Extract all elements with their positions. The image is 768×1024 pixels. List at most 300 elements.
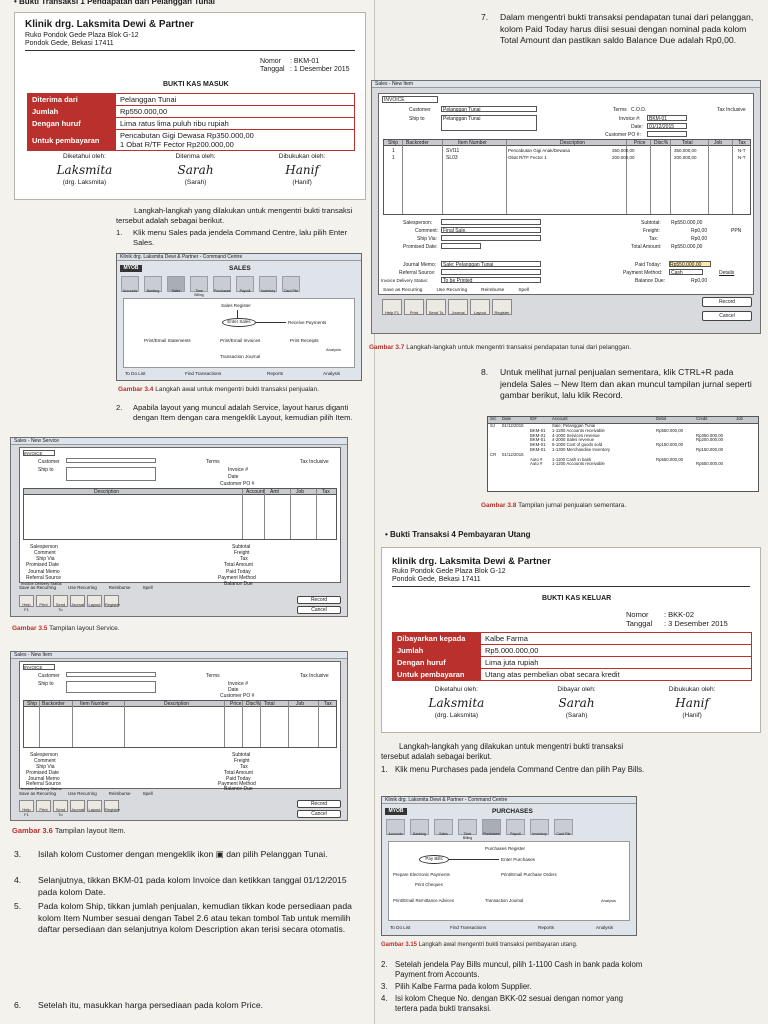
date-label: Date: [228, 474, 239, 480]
help-button[interactable]: Help F1: [382, 299, 402, 315]
cancel-button[interactable]: Cancel: [297, 810, 341, 818]
analysis-menu[interactable]: Analysis: [596, 925, 614, 930]
save-recurring-button[interactable]: Save as Recurring: [383, 288, 423, 293]
receipt-bkm: [14, 12, 366, 200]
payment-method-label: Payment Method:: [623, 270, 663, 276]
sales-new-item-window: [10, 651, 348, 821]
purchases-icon[interactable]: Purchases: [482, 819, 501, 835]
customer-label: Customer: [38, 673, 60, 679]
use-recurring-button[interactable]: Use Recurring: [68, 585, 97, 590]
record-button[interactable]: Record: [702, 297, 752, 307]
paid-today-label: Paid Today:: [635, 262, 662, 268]
journal-col-id: ID#: [530, 416, 537, 421]
tax-inclusive-checkbox[interactable]: Tax Inclusive: [300, 459, 329, 465]
customer-po-label: Customer PO #: [220, 693, 255, 699]
sales-icon[interactable]: Sales: [434, 819, 453, 835]
flow-remittance-advices[interactable]: Print/Email Remittance Advices: [393, 898, 455, 903]
signature-role: Dibayar oleh:: [557, 686, 596, 693]
row-value-multi: [116, 130, 355, 151]
journal-col-account: Account: [552, 416, 568, 421]
ppn-select[interactable]: PPN: [731, 228, 742, 234]
save-recurring-button[interactable]: Save as Recurring: [19, 791, 57, 796]
terms-label: Terms: [206, 673, 220, 679]
delivery-status-label: Invoice Delivery Status: [21, 581, 62, 586]
invoice-form: [378, 93, 754, 295]
row-value: Utang atas pembelian obat secara kredit: [481, 669, 752, 681]
window-titlebar: Klinik drg. Laksmita Dewi & Partner - Command Centre: [382, 797, 636, 804]
company-name: Klinik drg. Laksmita Dewi & Partner: [25, 19, 194, 30]
spell-button[interactable]: Spell: [142, 791, 153, 796]
terms-label: Terms: [613, 107, 627, 113]
freight-label: Freight: [234, 550, 250, 556]
print-button[interactable]: Print: [404, 299, 424, 315]
sales-icon[interactable]: Sales: [167, 276, 185, 292]
flow-sales-register[interactable]: Sales Register: [221, 303, 251, 308]
cancel-button[interactable]: Cancel: [702, 311, 752, 321]
row2-description[interactable]: Obat R/TF Fector 1: [508, 155, 547, 160]
flow-panel: [123, 298, 355, 368]
right-page: [369, 0, 768, 1024]
module-title: PURCHASES: [492, 808, 533, 815]
layout-button[interactable]: Layout: [470, 299, 490, 315]
invoice-type-select[interactable]: INVOICE: [23, 450, 55, 456]
grid-divider: [260, 701, 261, 747]
flow-print-statements[interactable]: Print/Email Statements: [144, 338, 191, 343]
salesperson-label: Salesperson: [30, 544, 58, 550]
journal-button[interactable]: Journal: [70, 595, 85, 607]
reports-menu[interactable]: Reports: [267, 371, 284, 376]
journal-col-debit: Debit: [656, 416, 667, 421]
tanggal-value: : 1 Desember 2015: [290, 66, 350, 73]
referral-source-label: Referral Source: [26, 575, 62, 581]
invoice-number-label: Invoice #:: [619, 116, 641, 122]
row-value: Kalbe Farma: [481, 633, 752, 645]
row-label: Dibayarkan kepada: [393, 633, 481, 645]
row-value: Lima ratus lima puluh ribu rupiah: [116, 118, 355, 130]
figure-text: Tampilan jurnal penjualan sementara.: [518, 502, 627, 509]
line-items-grid[interactable]: [23, 488, 337, 540]
date-label: Date:: [631, 124, 643, 130]
journal-cell: Sale; Pelanggan Tunai: [552, 423, 596, 428]
flow-analysis[interactable]: Analysis: [601, 898, 616, 903]
customer-field[interactable]: [66, 672, 156, 677]
myob-logo: MYOB: [120, 265, 142, 272]
col-tax: Tax: [324, 701, 332, 707]
invoice-number-field[interactable]: BKM-01: [647, 115, 687, 121]
row1-item[interactable]: SVI11: [446, 148, 460, 154]
salesperson-label: Salesperson: [30, 752, 58, 758]
flow-enter-purchases[interactable]: Enter Purchases: [501, 857, 535, 862]
record-button[interactable]: Record: [297, 800, 341, 808]
signature-script: Sarah: [558, 696, 595, 710]
ship-via-label: Ship Via:: [417, 236, 437, 242]
spell-button[interactable]: Spell: [142, 585, 153, 590]
journal-cell: 4-2000 Sales revenue: [552, 437, 595, 443]
header-divider: [25, 50, 355, 51]
row-value: Rp5.000.000,00: [481, 645, 752, 657]
line-items-grid[interactable]: [383, 139, 751, 215]
recurring-actions: [383, 288, 529, 293]
reports-menu[interactable]: Reports: [538, 925, 555, 930]
table-row: [28, 106, 355, 118]
flow-receive-payments[interactable]: Receive Payments: [288, 320, 327, 325]
row1-tax[interactable]: N-T: [738, 148, 746, 153]
time-billing-icon[interactable]: Time Billing: [458, 819, 477, 835]
tax-label: Tax: [240, 764, 248, 770]
reimburse-button[interactable]: Reimburse: [481, 288, 505, 293]
analysis-menu[interactable]: Analysis: [323, 371, 341, 376]
card-file-icon[interactable]: Card File: [554, 819, 573, 835]
figure-3-8-caption: [481, 502, 626, 509]
figure-label: Gambar 3.4: [118, 386, 154, 393]
ship-to-field[interactable]: Pelanggan Tunai: [441, 115, 537, 131]
purchase-step-4-num: 4.: [381, 994, 388, 1003]
signature-script: Sarah: [177, 163, 214, 177]
subtotal-label: Subtotal: [232, 544, 251, 550]
flow-arrow: [237, 310, 238, 318]
tanggal-value: : 3 Desember 2015: [664, 619, 728, 628]
comment-label: Comment: [34, 550, 56, 556]
row-value: Lima juta rupiah: [481, 657, 752, 669]
col-price: Price: [230, 701, 242, 707]
figure-text: Langkah awal mengentri bukti transaksi pembayaran utang.: [418, 942, 578, 948]
flow-print-invoices[interactable]: Print/Email Invoices: [220, 338, 261, 343]
flow-enter-sales[interactable]: Enter Sales: [222, 318, 256, 327]
receipt-bkk: [381, 547, 761, 733]
time-billing-icon[interactable]: Time Billing: [190, 276, 208, 292]
send-to-button[interactable]: Send To: [53, 595, 68, 607]
purchase-step-4-text: Isi kolom Cheque No. dengan BKK-02 sesuai dengan nomor yang tertera pada bukti transaksi.: [395, 994, 623, 1013]
signature-3: [279, 153, 326, 186]
grid-divider: [732, 140, 733, 214]
section-heading-4-text: Bukti Transaksi 4 Pembayaran Utang: [390, 530, 531, 539]
ship-to-field[interactable]: [66, 681, 156, 693]
layout-button[interactable]: Layout: [87, 800, 102, 812]
invoice-number-label: Invoice #: [228, 681, 249, 687]
nomor-label: Nomor: [626, 610, 649, 619]
window-titlebar: Sales - New Item: [372, 81, 760, 88]
signature-name: (drg. Laksmita): [434, 712, 479, 719]
row1-total[interactable]: 350.000,00: [674, 148, 697, 153]
flow-print-purchase-orders[interactable]: Print/Email Purchase Orders: [501, 872, 557, 877]
paid-today-field[interactable]: Rp550.000,00: [669, 261, 711, 267]
grid-divider: [670, 140, 671, 214]
flow-transaction-journal[interactable]: Transaction Journal: [485, 898, 524, 903]
salesperson-label: Salesperson:: [403, 220, 433, 226]
flow-pay-bills[interactable]: Pay Bills: [419, 855, 449, 864]
ship-to-label: Ship to: [409, 116, 425, 122]
figure-label: Gambar 3.7: [369, 344, 405, 351]
date-field[interactable]: 01/12/2015: [647, 123, 687, 129]
paid-today-label: Paid Today: [226, 776, 251, 782]
journal-memo-label: Journal Memo:: [403, 262, 437, 268]
journal-cell: Rp150.000,00: [696, 446, 723, 452]
sales-new-item-filled-window: [371, 80, 761, 334]
journal-cell: 1-1200 Accounts receivable: [552, 461, 605, 467]
signature-1: [429, 686, 485, 719]
customer-po-field[interactable]: [647, 131, 687, 137]
cancel-button[interactable]: Cancel: [297, 606, 341, 614]
register-button[interactable]: Register: [104, 595, 119, 607]
journal-cell: BKM-01: [530, 437, 546, 443]
row-label: Diterima dari: [28, 94, 116, 106]
row1-price[interactable]: 350.000,00: [612, 148, 635, 153]
signature-block: [25, 153, 357, 186]
terms-value[interactable]: C.O.D.: [631, 107, 647, 113]
grid-divider: [224, 701, 225, 747]
col-job: Job: [714, 140, 723, 146]
row2-item[interactable]: SL03: [446, 155, 458, 161]
header-divider: [392, 586, 750, 587]
print-button[interactable]: Print: [36, 800, 51, 812]
journal-preview: [487, 416, 759, 492]
ship-to-label: Ship to: [38, 681, 54, 687]
col-item-number: Item Number: [80, 701, 109, 707]
signature-name: (Hanif): [292, 179, 312, 186]
journal-cell: BKM-01: [530, 432, 546, 438]
col-backorder: Backorder: [42, 701, 65, 707]
details-button[interactable]: Details: [719, 270, 735, 276]
step-5-num: 5.: [14, 901, 22, 911]
window-titlebar: Klinik drg. Laksmita Dewi & Partner - Command Centre: [117, 254, 361, 261]
journal-cell: 01/12/2015: [502, 451, 524, 457]
flow-transaction-journal[interactable]: Transaction Journal: [220, 354, 261, 359]
flow-print-cheques[interactable]: Print Cheques: [415, 882, 443, 887]
step-1-num: 1.: [116, 228, 123, 237]
figure-text: Tampilan layout Item.: [54, 826, 126, 835]
recurring-actions: [19, 791, 153, 796]
col-total: Total: [264, 701, 275, 707]
journal-memo-field[interactable]: Sale; Pelanggan Tunai: [441, 261, 541, 267]
col-tax: Tax: [322, 489, 330, 495]
banking-icon[interactable]: Banking: [144, 276, 162, 292]
col-description: Description: [94, 489, 120, 495]
window-titlebar: Sales - New Item: [11, 652, 347, 659]
signature-role: Diketahui oleh:: [62, 153, 106, 160]
help-button[interactable]: Help F1: [19, 595, 34, 607]
step-4-num: 4.: [14, 875, 22, 885]
invoice-form: [19, 447, 341, 587]
journal-row: [488, 462, 758, 467]
total-amount-label: Total Amount: [224, 770, 253, 776]
payment-method-label: Payment Method: [218, 781, 256, 787]
receipt-title: BUKTI KAS KELUAR: [542, 595, 612, 602]
invoice-form: [19, 661, 341, 792]
col-account: Account: [246, 489, 265, 495]
register-button[interactable]: Register: [492, 299, 512, 315]
flow-analysis[interactable]: Analysis: [326, 347, 341, 352]
company-address-1: Ruko Pondok Gede Plaza Blok G-12: [392, 568, 506, 575]
figure-text: Tampilan layout Service.: [49, 625, 120, 632]
row-value: Rp550.000,00: [116, 106, 355, 118]
total-amount-value: Rp550.000,00: [671, 244, 703, 250]
spell-button[interactable]: Spell: [518, 288, 530, 293]
step-1-text: Klik menu Sales pada jendela Command Centre, lalu pilih Enter Sales.: [133, 228, 348, 247]
col-tax: Tax: [738, 140, 746, 146]
payment-method-select[interactable]: Cash: [669, 269, 703, 275]
todo-list-menu[interactable]: To Do List: [390, 925, 411, 930]
journal-cell: Rp550.000,00: [696, 461, 723, 467]
row-label: Dengan huruf: [28, 118, 116, 130]
customer-po-label: Customer PO #:: [605, 132, 641, 138]
table-row: [393, 645, 752, 657]
reimburse-button[interactable]: Reimburse: [108, 585, 131, 590]
comment-label: Comment: [34, 758, 56, 764]
date-label: Date: [228, 687, 239, 693]
journal-header: [488, 417, 758, 424]
tax-inclusive-checkbox[interactable]: Tax Inclusive: [717, 107, 746, 113]
journal-cell: Rp550.000,00: [656, 427, 683, 433]
todo-list-menu[interactable]: To Do List: [125, 371, 146, 376]
signature-2: [176, 153, 216, 186]
customer-label: Customer: [38, 459, 60, 465]
signature-role: Dibukukan oleh:: [278, 153, 326, 160]
col-amount: Amt: [270, 489, 279, 495]
nomor-value: : BKM-01: [290, 58, 320, 65]
row2-price[interactable]: 200.000,00: [612, 155, 635, 160]
table-row: [28, 118, 355, 130]
flow-electronic-payments[interactable]: Prepare Electronic Payments: [393, 872, 450, 877]
grid-divider: [290, 489, 291, 539]
print-button[interactable]: Print: [36, 595, 51, 607]
save-recurring-button[interactable]: Save as Recurring: [19, 585, 57, 590]
total-amount-label: Total Amount:: [631, 244, 662, 250]
payment-method-label: Payment Method: [218, 575, 256, 581]
journal-button[interactable]: Journal: [448, 299, 468, 315]
purchases-icon[interactable]: Purchases: [213, 276, 231, 292]
grid-divider: [242, 489, 243, 539]
tanggal-label: Tanggal: [626, 619, 653, 628]
purchase-step-1-num: 1.: [381, 765, 388, 774]
help-button[interactable]: Help F1: [19, 800, 34, 812]
referral-source-field[interactable]: [441, 269, 541, 275]
nomor-value: : BKK-02: [664, 610, 695, 619]
tax-inclusive-checkbox[interactable]: Tax Inclusive: [300, 673, 329, 679]
flow-purchases-register[interactable]: Purchases Register: [485, 846, 526, 851]
comment-field[interactable]: Final Sale.: [441, 227, 541, 233]
inventory-icon[interactable]: Inventory: [530, 819, 549, 835]
tax-label: Tax:: [649, 236, 659, 242]
step-2-text: Apabila layout yang muncul adalah Service, layout harus diganti dengan Item dengan cara mengeklik Layout, kemudian pilih Item.: [133, 403, 353, 422]
payroll-icon[interactable]: Payroll: [506, 819, 525, 835]
signature-script: Hanif: [675, 696, 709, 710]
row2-tax[interactable]: N-T: [738, 155, 746, 160]
card-file-icon[interactable]: Card File: [282, 276, 300, 292]
find-transactions-menu[interactable]: Find Transactions: [185, 371, 222, 376]
balance-due-label: Balance Due:: [635, 278, 666, 284]
flow-arrow: [449, 859, 499, 860]
invoice-type-select[interactable]: INVOICE: [23, 664, 55, 670]
journal-cell: [656, 462, 696, 467]
flow-panel: [388, 841, 630, 921]
customer-field[interactable]: Pelanggan Tunai: [441, 106, 537, 112]
intro-paragraph-2: Langkah-langkah yang dilakukan untuk mengentri bukti transaksi tersebut adalah sebagai berikut.: [381, 742, 624, 762]
purchase-step-1-text: Klik menu Purchases pada jendela Command Centre dan pilih Pay Bills.: [395, 765, 645, 774]
step-7-text: Dalam mengentri bukti transaksi pendapatan tunai dari pelanggan, kolom Paid Today harus diisi sesuai dengan nominal pada kolom Total Amount dan pastikan saldo Balance Due adalah Rp0,00.: [500, 12, 754, 46]
freight-value[interactable]: Rp0,00: [691, 228, 708, 234]
grid-divider: [242, 701, 243, 747]
payroll-icon[interactable]: Payroll: [236, 276, 254, 292]
grid-divider: [708, 140, 709, 214]
row-label: Dengan huruf: [393, 657, 481, 669]
delivery-status-select[interactable]: To be Printed: [441, 277, 541, 283]
recurring-actions: [19, 585, 153, 590]
journal-cell: 01/12/2015: [502, 423, 524, 428]
row1-ship[interactable]: 1: [392, 148, 395, 154]
find-transactions-menu[interactable]: Find Transactions: [450, 925, 487, 930]
accounts-icon[interactable]: Accounts: [121, 276, 139, 292]
salesperson-field[interactable]: [441, 219, 541, 225]
promised-date-label: Promised Date: [26, 562, 60, 568]
record-button[interactable]: Record: [297, 596, 341, 604]
ship-via-field[interactable]: [441, 235, 541, 241]
col-job: Job: [296, 701, 305, 707]
freight-label: Freight: [234, 758, 250, 764]
row2-ship[interactable]: 1: [392, 155, 395, 161]
step-3-num: 3.: [14, 849, 22, 859]
row2-total[interactable]: 200.000,00: [674, 155, 697, 160]
figure-3-5-caption: [12, 625, 120, 632]
signature-name: (Sarah): [565, 712, 588, 719]
journal-cell: Rp350.000,00: [696, 432, 723, 438]
register-button[interactable]: Register: [104, 800, 119, 812]
flow-print-receipts[interactable]: Print Receipts: [290, 338, 319, 343]
col-price: Price: [634, 140, 646, 146]
balance-due-value: Rp0,00: [691, 278, 708, 284]
signature-1: [57, 153, 113, 186]
row-label: Jumlah: [28, 106, 116, 118]
row1-description[interactable]: Pencabutan Gigi Anak/Dewasa: [508, 148, 571, 153]
banking-icon[interactable]: Banking: [410, 819, 429, 835]
grid-divider: [442, 140, 443, 214]
invoice-type-select[interactable]: INVOICE: [382, 96, 438, 103]
journal-button[interactable]: Journal: [70, 800, 85, 812]
row-value-line-1: Pencabutan Gigi Dewasa Rp350.000,00: [120, 131, 254, 140]
signature-role: Diketahui oleh:: [434, 686, 478, 693]
accounts-icon[interactable]: Accounts: [386, 819, 405, 835]
promised-date-field[interactable]: [441, 243, 481, 249]
purchase-step-3-num: 3.: [381, 982, 388, 991]
row-value-line-2: 1 Obat R/TF Fector Rp200.000,00: [120, 140, 234, 149]
window-titlebar: Sales - New Service: [11, 438, 347, 445]
use-recurring-button[interactable]: Use Recurring: [68, 791, 97, 796]
send-to-button[interactable]: Send To: [426, 299, 446, 315]
col-description: Description: [560, 140, 586, 146]
journal-cell: BKM-01: [530, 442, 546, 448]
row-label: Untuk pembayaran: [28, 130, 116, 151]
table-row: [393, 633, 752, 645]
company-address-2: Pondok Gede, Bekasi 17411: [25, 40, 114, 47]
ship-to-field[interactable]: [66, 467, 156, 481]
table-row: [28, 130, 355, 151]
line-items-grid[interactable]: [23, 700, 337, 748]
col-total: Total: [682, 140, 693, 146]
signature-name: (drg. Laksmita): [62, 179, 107, 186]
customer-field[interactable]: [66, 458, 156, 463]
use-recurring-button[interactable]: Use Recurring: [436, 288, 468, 293]
grid-divider: [39, 701, 40, 747]
step-2-num: 2.: [116, 403, 123, 412]
invoice-number-label: Invoice #: [228, 467, 249, 473]
send-to-button[interactable]: Send To: [53, 800, 68, 812]
reimburse-button[interactable]: Reimburse: [108, 791, 131, 796]
purchase-step-3-text: Pilih Kalbe Farma pada kolom Supplier.: [395, 982, 532, 991]
layout-button[interactable]: Layout: [87, 595, 102, 607]
step-3-text: Isilah kolom Customer dengan mengeklik ikon ▣ dan pilih Pelanggan Tunai.: [38, 849, 328, 859]
tax-label: Tax: [240, 556, 248, 562]
tax-value: Rp0,00: [691, 236, 708, 242]
inventory-icon[interactable]: Inventory: [259, 276, 277, 292]
